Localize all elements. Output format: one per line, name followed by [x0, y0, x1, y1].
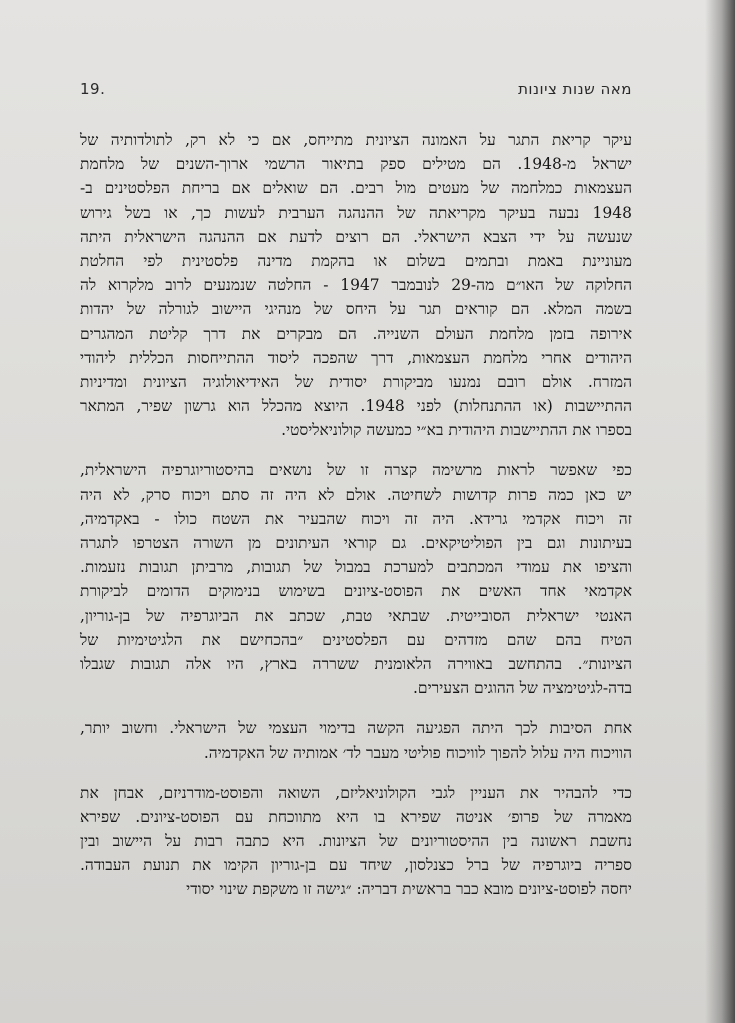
text-line: והציפו את עמודי המכתבים למערכת במבול של תגובות, מרביתן תגובות נזעמות.: [80, 558, 632, 577]
text-line: האנטי ישראלית הסובייטית. שבתאי טבת, שכתב את הביוגרפיה של בן-גוריון,: [80, 606, 632, 625]
text-line: הוויכוח היה עלול להפוך לוויכוח פוליטי מעבר לד׳ אמותיה של האקדמיה.: [203, 743, 632, 762]
text-line: אירופה בזמן מלחמת העולם השנייה. הם מבקרים את דרך קליטת המהגרים: [80, 324, 632, 343]
text-line: נחשבת ראשונה בין ההיסטוריונים של הציונות. היא כתבה רבות על היישוב ובין: [80, 832, 632, 851]
text-line: היהודים אחרי מלחמת העצמאות, דרך שהפכה ליסוד ההתייחסות הכללית ליהודי: [80, 348, 632, 367]
text-line: החלוקה של האו״ם מה-29 לנובמבר 1947 - החלטה שנמנעים לרוב מלקרוא לה: [80, 276, 633, 295]
text-line: בספרו את ההתיישבות היהודית בא״י כמעשה קולוניאליסטי.: [281, 421, 632, 440]
text-line: כפי שאפשר לראות מרשימה קצרה זו של נושאים בהיסטוריוגרפיה הישראלית,: [80, 461, 632, 480]
text-line: בעיתונות וגם בין הפוליטיקאים. גם קוראי העיתונים מן השורה הצטרפו לתגרה: [80, 534, 632, 552]
page-gutter-shadow: [705, 0, 735, 1023]
text-line: כדי להבהיר את העניין לגבי הקולוניאליזם, השואה והפוסט-מודרניזם, אבחן את: [80, 783, 632, 802]
text-line: אחת הסיבות לכך היתה הפגיעה הקשה בדימוי העצמי של הישראלי. וחשוב יותר,: [80, 719, 632, 738]
text-line: עיקר קריאת התגר על האמונה הציונית מתייחס, אם כי לא רק, לתולדותיה של: [80, 131, 632, 149]
text-line: הטיח בהם שהם מזדהים עם הפלסטינים ״בהכחישם את הלגיטימיות של: [80, 630, 632, 649]
text-line: זה ויכוח אקדמי גרידא. היה זה ויכוח שהבעיר את השטח כולו - באקדמיה,: [80, 509, 632, 528]
paragraph: [80, 716, 632, 764]
text-line: מעוניינת באמת ובתמים בשלום או בהקמת מדינה פלסטינית לפי החלטת: [80, 251, 632, 270]
text-line: העצמאות כמלחמה של מעטים מול רבים. הם שואלים אם בריחת הפלסטינים ב-: [80, 179, 632, 198]
text-line: ספריה ביוגרפיה של ברל כצנלסון, שיחד עם בן-גוריון הקימו את תנועת העבודה.: [80, 856, 632, 875]
text-line: מאמרה של פרופ׳ אניטה שפירא בו היא מתווכחת עם הפוסט-ציונים. שפירא: [80, 807, 632, 826]
paragraph: [80, 128, 632, 442]
page-number: 19.: [80, 80, 106, 98]
running-header-title: מאה שנות ציונות: [518, 80, 632, 98]
paragraph: [80, 458, 632, 700]
text-line: הציונות״. בהתחשב באווירה הלאומנית ששררה בארץ, היו אלה תגובות שגבלו: [80, 654, 632, 673]
text-line: שנעשה על ידי הצבא הישראלי. הם רוצים לדעת אם ההנהגה הישראלית היתה: [80, 227, 632, 246]
paragraph: [80, 781, 632, 902]
text-line: ההתיישבות (או ההתנחלות) לפני 1948. היוצא מהכלל הוא גרשון שפיר, המתאר: [80, 397, 632, 416]
text-line: ישראל מ-1948. הם מטילים ספק בתיאור הרשמי ארוך-השנים של מלחמת: [80, 155, 633, 174]
body-text: [80, 128, 632, 918]
text-line: המזרח. אולם רובם נמנעו מביקורת יסודית של האידיאולוגיה הציונית ומדיניות: [80, 372, 632, 391]
running-header: [80, 80, 632, 104]
text-line: יש כאן כמה פרות קדושות לשחיטה. אולם לא היה זה סתם ויכוח סרק, לא היה: [80, 485, 632, 504]
text-line: 1948 נבעה בעיקר מקריאתה של ההנהגה הערבית לעשות כך, או בשל גירוש: [80, 203, 632, 222]
text-line: יחסה לפוסט-ציונים מובא כבר בראשית דבריה: ״גישה זו משקפת שינוי יסודי: [186, 880, 632, 899]
text-line: בדה-לגיטימציה של ההוגים הצעירים.: [412, 679, 632, 698]
text-line: בשמה המלא. הם קוראים תגר על היחס של מנהיגי היישוב לגורלה של יהדות: [80, 300, 632, 319]
text-line: אקדמאי אחד האשים את הפוסט-ציונים בשימוש בנימוקים הדומים לביקורת: [80, 582, 632, 601]
